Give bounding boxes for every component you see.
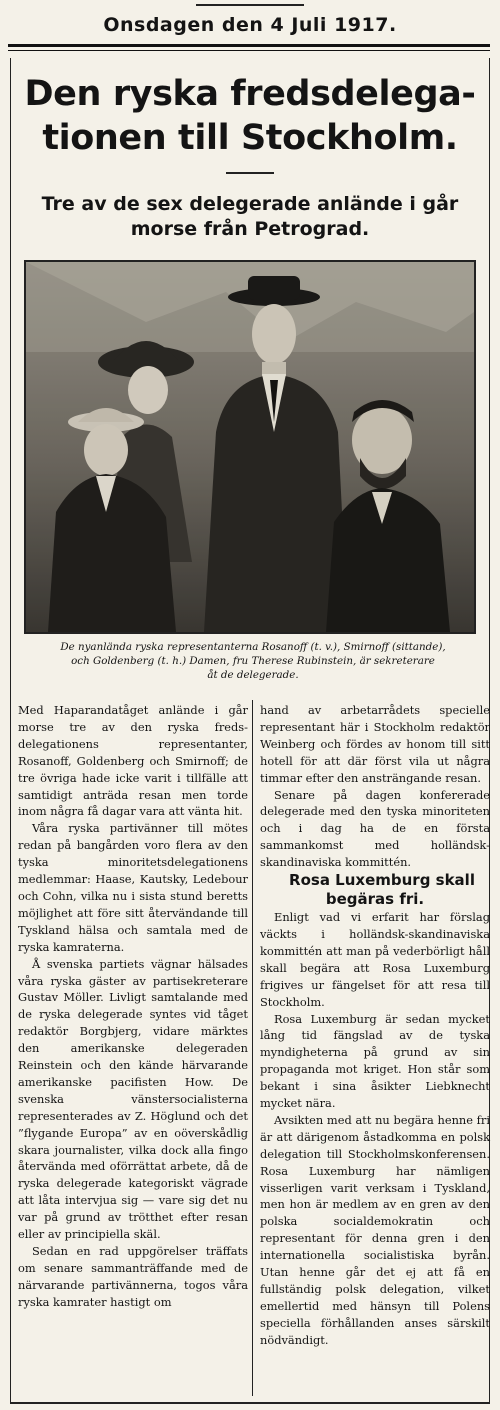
photo-caption <box>18 640 488 682</box>
header-rule-thin <box>8 50 490 51</box>
article-column-left <box>18 702 248 1311</box>
headline <box>14 72 486 160</box>
subheadline-line: morse från Petrograd. <box>130 218 370 240</box>
article-column-right <box>260 702 490 1349</box>
delegation-photo <box>24 260 476 634</box>
header-rule <box>8 44 490 47</box>
caption-line: åt de delegerade. <box>207 669 299 681</box>
subheadline-line: Tre av de sex delegerade anlände i går <box>41 193 459 215</box>
headline-line: Den ryska fredsdelega- <box>24 74 476 114</box>
paragraph: Våra ryska partivänner till mötes redan på bangården voro flera av den tyska minoritetsdelegationens medlemmar: Haase, Kautsky, Ledebour och Cohn, vilka nu i sista stund beretts möjlighet att före sitt återvändande till Tyskland hälsa och samtala med de ryska kamraterna. <box>18 821 248 954</box>
caption-line: De nyanlända ryska representanterna Rosanoff (t. v.), Smirnoff (sittande), <box>60 641 446 653</box>
caption-line: och Goldenberg (t. h.) Damen, fru Therese Rubinstein, är sekreterare <box>71 655 435 667</box>
paragraph: Rosa Luxemburg är sedan mycket lång tid fängslad av de tyska myndigheterna på grund av sin propaganda mot kriget. Hon står som bekant i sina åsikter Liebknecht mycket nära. <box>260 1011 490 1111</box>
dateline-bar <box>0 0 500 46</box>
dateline-top-bar <box>196 4 304 6</box>
paragraph: Sedan en rad uppgörelser träffats om senare sammanträffande med de närvarande partivännerna, togos våra ryska kamrater hastigt om <box>18 1244 248 1309</box>
paragraph: Å svenska partiets vägnar hälsades våra ryska gäster av partisekreterare Gustav Möller. Livligt samtalande med de ryska delegerade syntes vid tåget redaktör Borgbjerg, vidare märktes den amerikanske delegeraden Reinstein och den kände härvarande amerikanske pacifisten How. De svenska vänstersocialisterna representerades av Z. Höglund och det ”flygande Europa” av en oöverskådlig skara journalister, vilka dock alla fingo återvända med oförrättat arbete, då de ryska delegerade kategoriskt vägrade att låta intervjua sig — vare sig det nu var på grund av trötthet efter resan eller av principiella skäl. <box>18 956 248 1242</box>
headline-rule <box>226 172 274 174</box>
headline-line: tionen till Stockholm. <box>42 118 458 158</box>
subheadline <box>14 192 486 242</box>
paragraph: Avsikten med att nu begära henne fri är att därigenom åstadkomma en polsk delegation till Stockholmskonferensen. Rosa Luxemburg har nämligen visserligen varit verksam i Tyskland, men hon är medlem av en gren av den polska socialdemokratin och representant för denna gren i den internationella socialistiska byrån. Utan henne går det ej att få en fullständig polsk delegation, vilket emellertid med hänsyn till Polens speciella förhållanden anses särskilt nödvändigt. <box>260 1112 490 1347</box>
paragraph: Med Haparandatåget anlände i går morse tre av den ryska freds-delegationens representanter, Rosanoff, Goldenberg och Smirnoff; de tre övriga hade icke varit i tillfälle att samtidigt anträda resan men torde inom några få dagar vara att vänta hit. <box>18 703 248 819</box>
paragraph: hand av arbetarrådets specielle representant här i Stockholm redaktör Weinberg och fördes av honom till sitt hotell för att där först vila ut några timmar efter den ansträngande resan. <box>260 703 490 785</box>
bottom-rule <box>10 1402 490 1404</box>
dateline: Onsdagen den 4 Juli 1917. <box>103 14 397 36</box>
paragraph: Enligt vad vi erfarit har förslag väckts i holländsk-skandinaviska kommittén att man på vederbörligt håll skall begära att Rosa Luxemburg frigives ur fängelset för att resa till Stockholm. <box>260 910 490 1009</box>
paragraph: Senare på dagen konfererade delegerade med den tyska minoriteten och i dag ha de en första sammankomst med holländsk-skandinaviska kommittén. <box>260 787 490 870</box>
frame-left-rule <box>10 58 11 1404</box>
column-rule <box>252 700 253 1396</box>
section-subheading: Rosa Luxemburg skall begäras fri. <box>289 871 475 909</box>
